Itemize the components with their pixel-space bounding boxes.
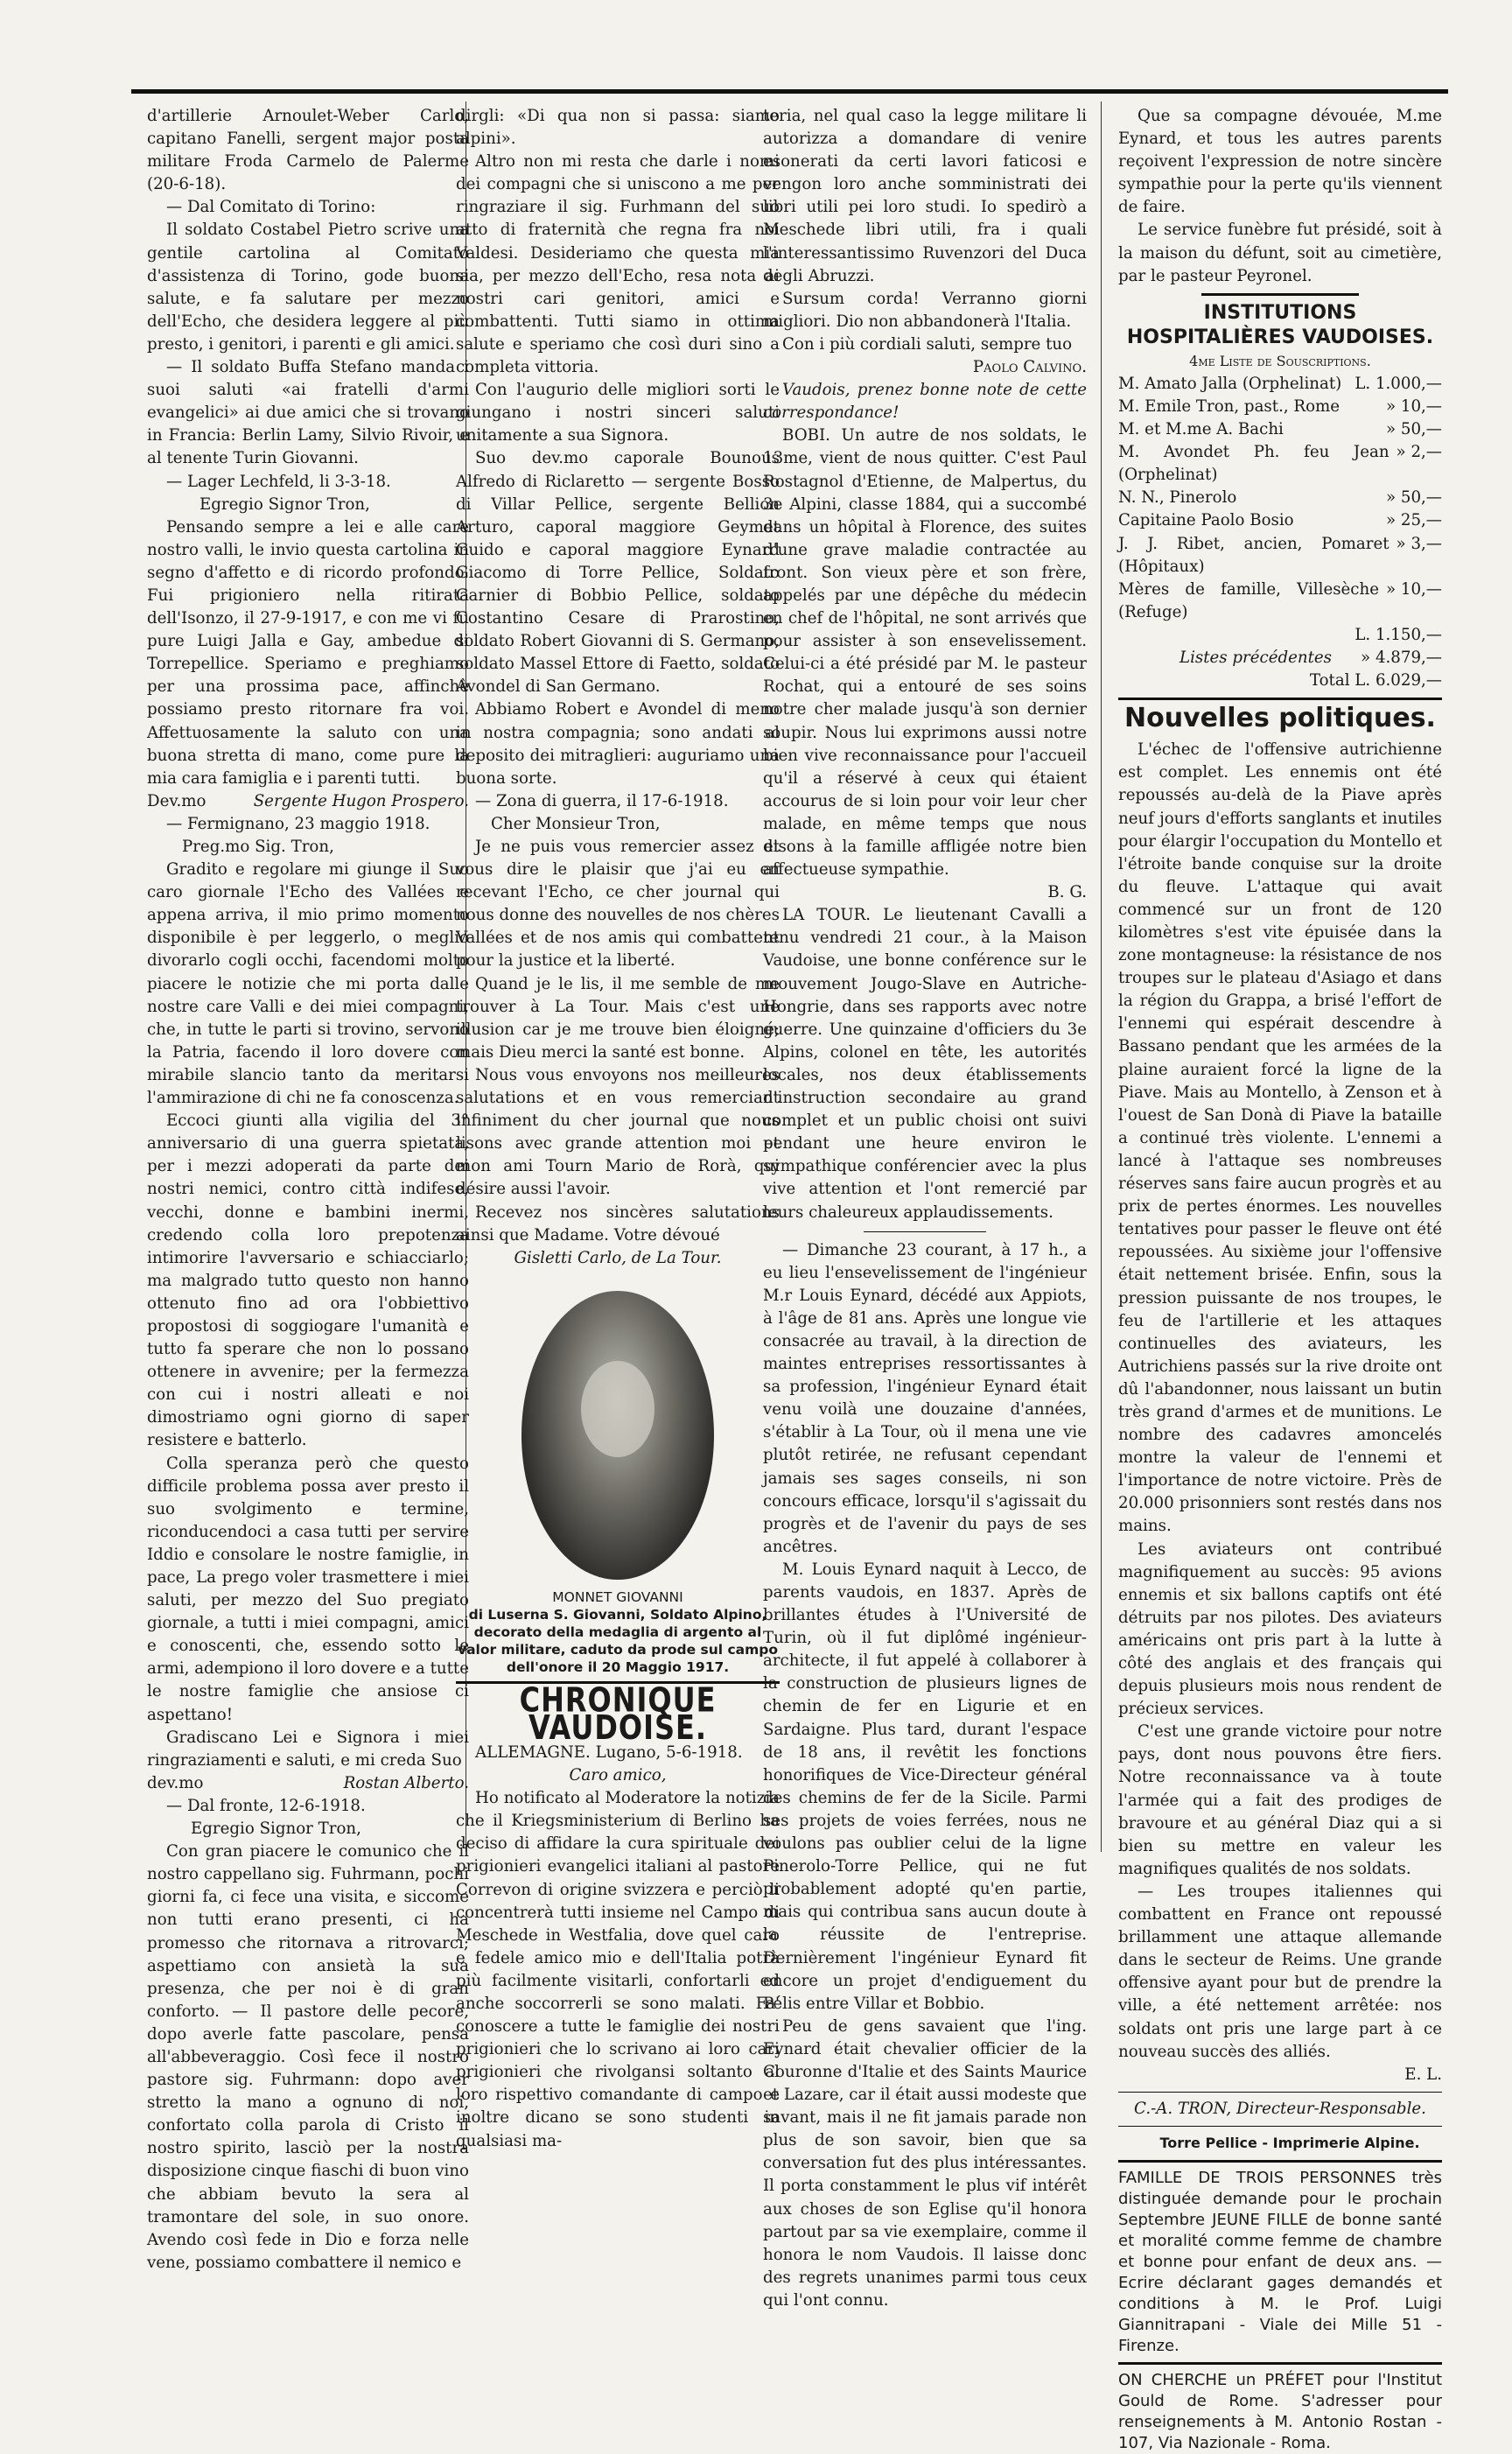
subscription-row bbox=[1118, 578, 1442, 624]
paragraph: Le service funèbre fut présidé, soit à la maison du défunt, soit au cimetière, par le pasteur Peyronel. bbox=[1118, 221, 1442, 285]
paragraph: — Dal Comitato di Torino: bbox=[166, 198, 376, 217]
subscription-amount: » 2,— bbox=[1396, 443, 1442, 462]
subscriber-name: M. Amato Jalla (Orphelinat) bbox=[1118, 374, 1342, 393]
signature: B. G. bbox=[1047, 883, 1087, 902]
subscription-amount: » 50,— bbox=[1385, 488, 1442, 508]
list-title: 4me Liste de Souscriptions. bbox=[1189, 352, 1371, 369]
subscriber-name: Mères de famille, Villesèche (Refuge) bbox=[1118, 579, 1379, 621]
previous-label: Listes précédentes bbox=[1180, 648, 1332, 667]
subscriber-name: M. Emile Tron, past., Rome bbox=[1118, 396, 1340, 416]
subscriptions-list bbox=[1118, 373, 1442, 624]
subscription-amount: L. 1.000,— bbox=[1354, 374, 1442, 393]
subscription-amount: » 10,— bbox=[1385, 579, 1442, 599]
subscription-amount: » 3,— bbox=[1396, 534, 1442, 553]
paragraph: — Lager Lechfeld, li 3-3-18. bbox=[166, 472, 391, 491]
portrait-face bbox=[581, 1361, 654, 1457]
paragraph: Les aviateurs ont contribué magnifiquement au succès: 95 avions ennemis et six ballons captifs ont été détruits par nos pilotes. Des aviateurs américains ont pris part à la lutte à côté des anglais et des français qui depuis plusieurs mois nous rendent de précieux services. bbox=[1118, 1539, 1442, 1719]
signature-prefix: dev.mo bbox=[147, 1773, 204, 1792]
section-heading: Nouvelles politiques. bbox=[1124, 703, 1436, 734]
salutation: Egregio Signor Tron, bbox=[200, 494, 370, 514]
subscriber-name: J. J. Ribet, ancien, Pomaret (Hôpitaux) bbox=[1118, 534, 1390, 576]
signature bbox=[147, 1772, 469, 1795]
salutation: Cher Monsieur Tron, bbox=[491, 814, 661, 833]
paragraph: — Fermignano, 23 maggio 1918. bbox=[166, 814, 430, 833]
subtotal: L. 1.150,— bbox=[1354, 625, 1442, 644]
subscriber-name: Capitaine Paolo Bosio bbox=[1118, 511, 1294, 530]
paragraph: Nous vous envoyons nos meilleures salutations et en vous remerciant infiniment du cher journal que nous lisons avec grande attention moi et mon ami Tourn Mario de Rorà, qui désire aussi l'avoir. bbox=[456, 1065, 780, 1199]
paragraph: — Zona di guerra, il 17-6-1918. bbox=[475, 791, 729, 810]
photo-caption: di Luserna S. Giovanni, Soldato Alpino, decorato della medaglia di argento al valor militare, caduto da prode sul campo dell'onore il 20 Maggio 1917. bbox=[457, 1606, 779, 1675]
paragraph: Eccoci giunti alla vigilia del 3° anniversario di una guerra spietata, per i mezzi adoperati da parte dei nostri nemici, contro città indifese, vecchi, donne e bambini inermi, credendo colla loro prepotenza intimorire l'avversario e schiacciarlo; ma malgrado tutto questo non hanno ottenuto fino ad ora l'obbiettivo propostosi di soggiogare l'umanità e tutto fa sperare che non lo possano ottenere in avvenire; per la fermezza con cui i nostri alleati e noi dimostriamo ogni giorno di saper resistere e batterlo. bbox=[147, 1111, 469, 1450]
paragraph: Altro non mi resta che darle i nomi dei compagni che si uniscono a me per ringraziare il sig. Furhmann del suo atto di fraternità che regna fra noi Valdesi. Desideriamo che questa mia sia, per mezzo dell'Echo, resa nota ai nostri cari genitori, amici e combattenti. Tutti siamo in ottima salute e speriamo che così duri sino a completa vittoria. bbox=[456, 152, 780, 377]
subscriber-name: M. et M.me A. Bachi bbox=[1118, 420, 1284, 439]
column-1 bbox=[147, 105, 469, 2275]
paragraph: LA TOUR. Le lieutenant Cavalli a tenu vendredi 21 cour., à la Maison Vaudoise, une bonne conférence sur le mouvement Jougo-Slave en Autriche-Hongrie, dans ses rapports avec notre guerre. Une quinzaine d'officiers du 3e Alpins, colonel en tête, les autorités locales, nos deux établissements d'instruction secondaire au grand complet et un public choisi ont suivi pendant une heure environ le sympathique conférencier avec la plus vive attention et l'ont remercié par leurs chaleureux applaudissements. bbox=[763, 906, 1087, 1222]
advertisement: FAMILLE DE TROIS PERSONNES très distinguée demande pour le prochain Septembre JEUNE FILLE de bonne santé et moralité comme femme de chambre et bonne pour enfant de deux ans. — Ecrire déclarant gages demandés et conditions à M. le Prof. Luigi Giannitrapani - Viale dei Mille 51 - Firenze. bbox=[1118, 2168, 1442, 2355]
paragraph: M. Louis Eynard naquit à Lecco, de parents vaudois, en 1837. Après de brillantes études à l'Université de Turin, où il fut diplômé ingénieur-architecte, il fut appelé à collaborer à la construction de plusieurs lignes de chemin de fer en Ligurie et en Sardaigne. Plus tard, durant l'espace de 18 ans, il revêtit les fonctions honorifiques de Vice-Directeur général des chemins de fer de la Sicile. Parmi ses projets de voies ferrées, nous ne voulons pas oublier celui de la ligne Pinerolo-Torre Pellice, qui ne fut probablement adopté qu'en partie, mais qui contribua sans aucun doute à la réussite de l'entreprise. Dernièrement l'ingénieur Eynard fit encore un projet d'endiguement du Pélis entre Villar et Bobbio. bbox=[763, 1560, 1087, 2013]
signature-name: Rostan Alberto. bbox=[343, 1773, 469, 1792]
divider bbox=[864, 1231, 986, 1232]
institutions-heading: INSTITUTIONS bbox=[1203, 301, 1357, 324]
paragraph: Gradito e regolare mi giunge il Suo caro giornale l'Echo des Vallées e appena arriva, il mio primo momento disponibile è per leggerlo, o meglio divorarlo cogli occhi, facendomi molto piacere le notizie che mi porta dalle nostre care Valli e dei miei compagni, che, in tutte le parti si trovino, servono la Patria, facendo il loro dovere con mirabile slancio tanto da meritarsi l'ammirazione di chi ne fa conoscenza. bbox=[147, 860, 469, 1108]
paragraph: Recevez nos sincères salutations ainsi que Madame. Votre dévoué bbox=[456, 1202, 780, 1245]
paragraph: Je ne puis vous remercier assez et vous dire le plaisir que j'ai eu en recevant l'Echo, ce cher journal qui nous donne des nouvelles de nos chères Vallées et de nos amis qui combattent pour la justice et la liberté. bbox=[456, 838, 780, 971]
subscription-row bbox=[1118, 373, 1442, 396]
paragraph: Il soldato Costabel Pietro scrive una gentile cartolina al Comitato d'assistenza di Torino, gode buona salute, e fa salutare per mezzo dell'Echo, che desidera leggere al più presto, i genitori, i parenti e gli amici. bbox=[147, 221, 469, 354]
paragraph: BOBI. Un autre de nos soldats, le 13me, vient de nous quitter. C'est Paul Rostagnol d'Etienne, de Malpertus, du 3e Alpini, classe 1884, qui a succombé dans un hôpital à Florence, des suites d'une grave maladie contractée au front. Son vieux père et son frère, appelés par une dépêche du médecin en chef de l'hôpital, ne sont arrivés que pour assister à son ensevelissement. Celui-ci a été présidé par M. le pasteur Rochat, qui a entouré de ses soins notre cher malade jusqu'à son dernier soupir. Nous lui exprimons aussi notre bien vive reconnaissance pour l'accueil qu'il a réservé à ceux qui étaient accourus de si loin pour voir leur cher malade, en même temps que nous disons à la famille affligée notre bien affectueuse sympathie. bbox=[763, 426, 1087, 880]
signature bbox=[147, 790, 469, 813]
divider bbox=[1201, 293, 1359, 296]
subscriber-name: N. N., Pinerolo bbox=[1118, 488, 1237, 508]
director-line: C.-A. TRON, Directeur-Responsable. bbox=[1134, 2099, 1426, 2118]
subscription-row bbox=[1118, 418, 1442, 441]
paragraph: Abbiamo Robert e Avondel di meno in nostra compagnia; sono andati al deposito dei mitraglieri: auguriamo una buona sorte. bbox=[456, 700, 780, 788]
paragraph: Con gran piacere le comunico che il nostro cappellano sig. Fuhrmann, pochi giorni fa, ci fece una visita, e siccome non tutti erano presenti, ci ha promesso che ritornava a ritrovarci; aspettiamo con ansietà la sua presenza, che per noi è di gran conforto. — Il pastore delle pecore, dopo averle fatte pascolare, pensa all'abbeveraggio. Così fece il nostro pastore sig. Fuhrmann: dopo aver stretto la mano a ognuno di noi, confortato colla parola di Cristo il nostro spirito, lasciò per la nostra disposizione cinque fiaschi di buon vino che abbiam bevuto la sera al tramontare del sole, in suo onore. Avendo così fede in Dio e forza nelle vene, possiamo combattere il nemico e bbox=[147, 1842, 469, 2272]
photo-caption-name: MONNET GIOVANNI bbox=[552, 1588, 683, 1605]
column-divider bbox=[1101, 102, 1102, 1852]
signature: E. L. bbox=[1404, 2065, 1442, 2084]
section-heading: CHRONIQUE VAUDOISE. bbox=[519, 1679, 717, 1748]
dateline: ALLEMAGNE. Lugano, 5-6-1918. bbox=[475, 1742, 743, 1762]
total: Total L. 6.029,— bbox=[1309, 671, 1442, 691]
divider bbox=[1118, 2092, 1442, 2093]
paragraph: d'artillerie Arnoulet-Weber Carlo, capitano Fanelli, sergent major posta militare Froda Carmelo de Palerme (20-6-18). bbox=[147, 107, 469, 194]
section-rule bbox=[1118, 698, 1442, 700]
subscription-row bbox=[1118, 487, 1442, 509]
column-3 bbox=[763, 105, 1087, 2312]
paragraph: — Les troupes italiennes qui combattent en France ont repoussé brillamment une attaque allemande dans le secteur de Reims. Une grande offensive ayant pour but de prendre la ville, a été nettement arrêtée: nos soldats ont pris une large part à ce nouveau succès des alliés. bbox=[1118, 1882, 1442, 2061]
paragraph: — Il soldato Buffa Stefano manda i suoi saluti «ai fratelli d'armi evangelici» ai due amici che si trovano in Francia: Berlin Lamy, Silvio Rivoir, e al tenente Turin Giovanni. bbox=[147, 358, 469, 468]
paragraph: Con l'augurio delle migliori sorti le giungano i nostri sinceri saluti unitamente a sua Signora. bbox=[456, 381, 780, 445]
paragraph: dirgli: «Di qua non si passa: siamo alpini». bbox=[456, 107, 780, 149]
signature bbox=[456, 1247, 780, 1270]
subscription-row bbox=[1118, 509, 1442, 532]
column-4 bbox=[1118, 105, 1442, 2454]
subscription-row bbox=[1118, 533, 1442, 578]
paragraph: — Dal fronte, 12-6-1918. bbox=[166, 1796, 366, 1815]
signature: Paolo Calvino. bbox=[972, 358, 1087, 377]
column-2 bbox=[456, 105, 780, 2153]
institutions-heading: HOSPITALIÈRES VAUDOISES. bbox=[1126, 326, 1434, 348]
paragraph: Sursum corda! Verranno giorni migliori. Dio non abbandonerà l'Italia. bbox=[763, 289, 1087, 331]
previous-amount: » 4.879,— bbox=[1361, 648, 1442, 667]
salutation: Egregio Signor Tron, bbox=[191, 1819, 361, 1839]
subscription-row bbox=[1118, 396, 1442, 418]
section-rule bbox=[1118, 2160, 1442, 2163]
top-rule bbox=[131, 89, 1448, 94]
paragraph bbox=[763, 379, 1087, 424]
subscription-amount: » 50,— bbox=[1385, 420, 1442, 439]
divider bbox=[1118, 2126, 1442, 2127]
portrait-photo bbox=[522, 1291, 714, 1580]
signature-name: Gisletti Carlo, de La Tour. bbox=[514, 1248, 722, 1267]
emphasis-note: Vaudois, prenez bonne note de cette correspondance! bbox=[763, 381, 1087, 423]
subscriber-name: M. Avondet Ph. feu Jean (Orphelinat) bbox=[1118, 443, 1390, 485]
salutation bbox=[456, 1764, 780, 1787]
printer-line: Torre Pellice - Imprimerie Alpine. bbox=[1159, 2134, 1420, 2151]
paragraph: Quand je le lis, il me semble de me trouver à La Tour. Mais c'est une illusion car je me trouve bien éloigné; mais Dieu merci la santé est bonne. bbox=[456, 974, 780, 1062]
paragraph: C'est une grande victoire pour notre pays, dont nous pouvons être fiers. Notre reconnaissance va à toute l'armée qui a fait des prodiges de bravoure et au général Diaz qui a si bien su mettre en valeur les magnifiques qualités de nos soldats. bbox=[1118, 1722, 1442, 1878]
advertisement: ON CHERCHE un PRÉFET pour l'Institut Gould de Rome. S'adresser pour renseignements à M. Antonio Rostan - 107, Via Nazionale - Roma. bbox=[1118, 2370, 1442, 2452]
paragraph: teria, nel qual caso la legge militare li autorizza a domandare di venire esonerati da certi lavori faticosi e vengon loro anche somministrati dei libri utili pei loro studi. Io spedirò a Meschede libri utili, fra i quali l'interessantissimo Ruvenzori del Duca degli Abruzzi. bbox=[763, 107, 1087, 285]
signature-name: Sergente Hugon Prospero. bbox=[253, 791, 469, 810]
paragraph: L'échec de l'offensive autrichienne est complet. Les ennemis ont été repoussés au-delà de la Piave après neuf jours d'efforts sanglants et inutiles pour élargir l'occupation du Montello et l'étroite bande conquise sur la droite du fleuve. L'attaque qui avait commencé sur un front de 120 kilomètres s'est vite épuisée dans la zone montagneuse: la résistance de nos troupes sur le plateau d'Asiago et dans la région du Grappa, a brisé l'effort de l'ennemi qui espérait descendre à Bassano pendant que les armées de la plaine auraient forcé la ligne de la Piave. Mais au Montello, à Zenson et à l'ouest de San Donà di Piave la bataille a continué très violente. L'ennemi a lancé à l'attaque ses nombreuses réserves sans faire aucun progrès et au prix de pertes énormes. Les nouvelles tentatives pour passer le fleuve ont été repoussées. Au sixième jour l'offensive était nettement brisée. Enfin, sous la pression puissante de nos troupes, le feu de l'artillerie et les attaques continuelles des aviateurs, les Autrichiens passés sur la rive droite ont dû l'abandonner, nous laissant un butin très grand d'armes et de munitions. Le nombre des cadavres amoncelés montre la valeur de l'ennemi et l'importance de notre victoire. Près de 20.000 prisonniers sont restés dans nos mains. bbox=[1118, 740, 1442, 1536]
signature-prefix: Dev.mo bbox=[147, 791, 206, 810]
previous-lists bbox=[1118, 647, 1442, 670]
paragraph: Colla speranza però che questo difficile problema possa aver presto il suo svolgimento e termine, riconducendoci a casa tutti per servire Iddio e consolare le nostre famiglie, in pace, La prego voler trasmettere i miei saluti, per mezzo del Suo pregiato giornale, a tutti i miei compagni, amici e conoscenti, che, essendo sotto le armi, adempiono il loro dovere e a tutte le nostre famiglie che ansiose ci aspettano! bbox=[147, 1454, 469, 1724]
paragraph: Gradiscano Lei e Signora i miei ringraziamenti e saluti, e mi creda Suo bbox=[147, 1728, 469, 1770]
paragraph: Que sa compagne dévouée, M.me Eynard, et tous les autres parents reçoivent l'expression de notre sincère sympathie pour la perte qu'ils viennent de faire. bbox=[1118, 107, 1442, 217]
subscription-amount: » 10,— bbox=[1385, 396, 1442, 416]
paragraph: Con i più cordiali saluti, sempre tuo bbox=[782, 334, 1073, 354]
paragraph: Peu de gens savaient que l'ing. Eynard était chevalier officier de la Couronne d'Italie et des Saints Maurice et Lazare, car il était aussi modeste que savant, mais il ne fit jamais parade non plus de son savoir, bien que sa conversation fut des plus intéressantes. Il porta constamment le plus vif intérêt aux choses de son Eglise qu'il honora partout par sa vie exemplaire, comme il honora le nom Vaudois. Il laisse donc des regrets unanimes parmi tous ceux qui l'ont connu. bbox=[763, 2016, 1087, 2310]
section-rule bbox=[1118, 2362, 1442, 2365]
salutation: Preg.mo Sig. Tron, bbox=[182, 838, 334, 856]
paragraph: Pensando sempre a lei e alle care nostro valli, le invio questa cartolina in segno d'affetto e di ricordo profondo. Fui prigioniero nella ritirata dell'Isonzo, il 27-9-1917, e con me vi fu pure Luigi Jalla e Gay, ambedue di Torrepellice. Speriamo e preghiamo per una prossima pace, affinchè possiamo presto ritornare fra voi. Affettuosamente la saluto con una buona stretta di mano, come pure la mia cara famiglia e i parenti tutti. bbox=[147, 517, 469, 788]
paragraph: Suo dev.mo caporale Bounous Alfredo di Riclaretto — sergente Bosso di Villar Pellice, sergente Bellion Arturo, caporal maggiore Geymet Guido e caporal maggiore Eynard Giacomo di Torre Pellice, Soldato Garnier di Bobbio Pellice, soldato Costantino Cesare di Prarostino, soldato Robert Giovanni di S. Germano, soldato Massel Ettore di Faetto, soldato Avondel di San Germano. bbox=[456, 449, 780, 697]
subscription-amount: » 25,— bbox=[1385, 511, 1442, 530]
salutation-text: Caro amico, bbox=[569, 1766, 667, 1785]
paragraph: — Dimanche 23 courant, à 17 h., a eu lieu l'ensevelissement de l'ingénieur M.r Louis Eynard, décédé aux Appiots, à l'âge de 81 ans. Après une longue vie consacrée au travail, à la direction de maintes entreprises ressortissantes à sa profession, l'ingénieur Eynard était venu voilà une douzaine d'années, s'établir à La Tour, où il mena une vie plutôt retirée, ne refusant cependant jamais ses sages conseils, ni son concours efficace, lorsqu'il s'agissait du progrès et de l'avenir du pays de ses ancêtres. bbox=[763, 1240, 1087, 1556]
subscription-row bbox=[1118, 441, 1442, 487]
paragraph: Ho notificato al Moderatore la notizia che il Kriegsministerium di Berlino ha deciso di affidare la cura spirituale dei prigionieri evangelici italiani al pastore Correvon di origine svizzera e perciò li concentrerà tutti insieme nel Campo di Meschede in Westfalia, dove quel caro e fedele amico mio e dell'Italia potrà più facilmente visitarli, confortarli ed anche soccorrerli se sono malati. Fa' conoscere a tutte le famiglie dei nostri prigionieri che lo scrivano ai loro cari prigionieri che rivolgansi soltanto al loro rispettivo comandante di campo e inoltre dicano se sono studenti in qualsiasi ma- bbox=[456, 1789, 780, 2150]
